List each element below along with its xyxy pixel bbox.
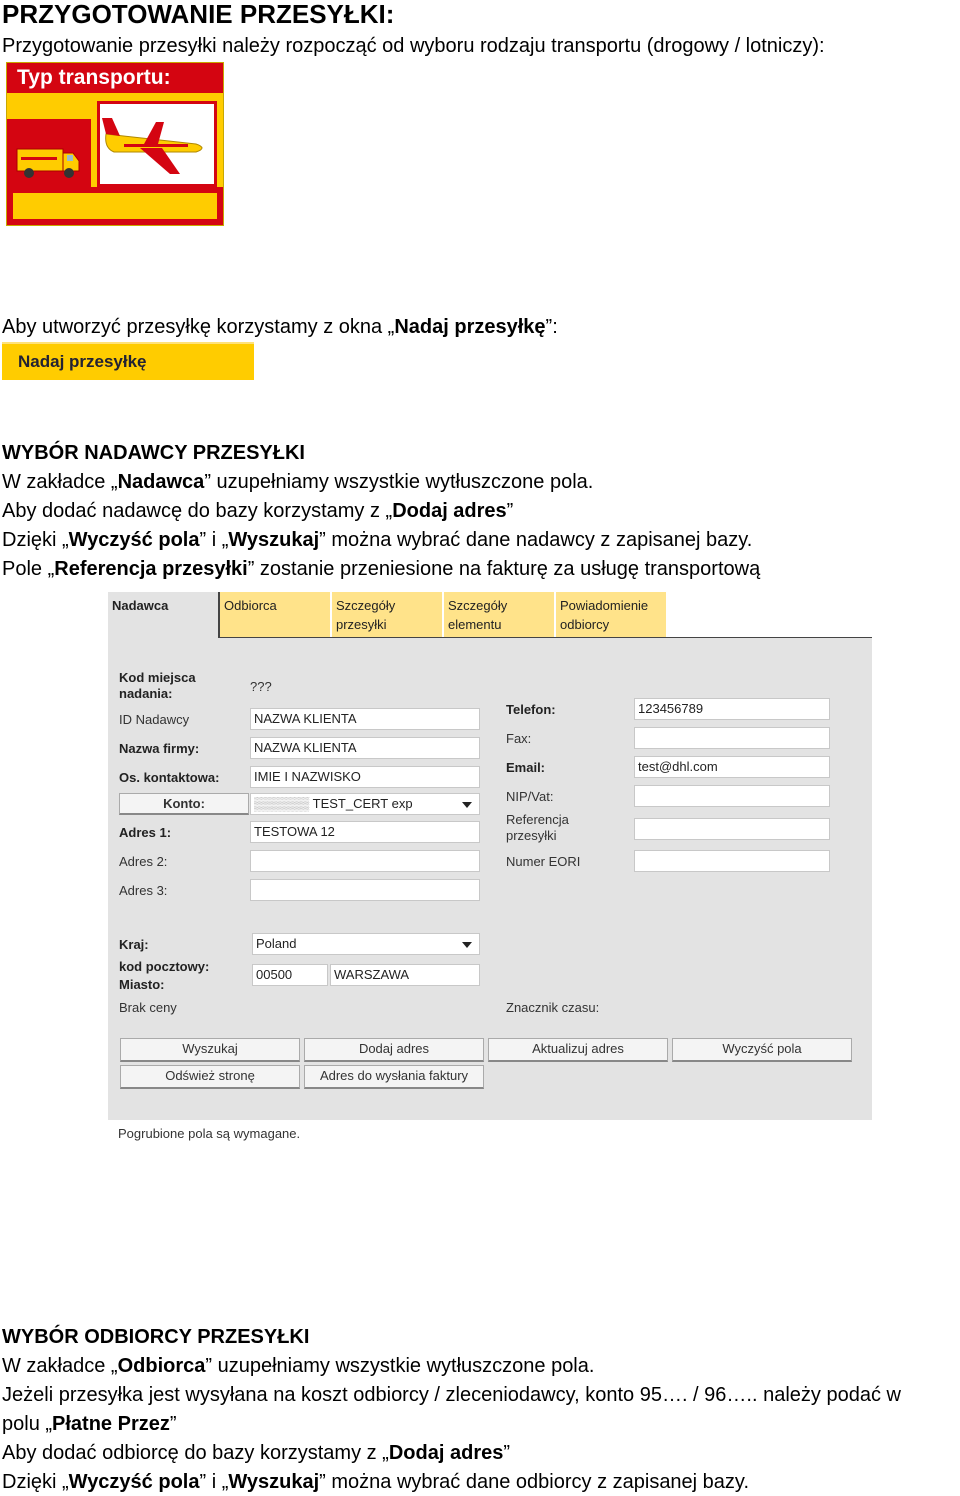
label-miasto: Miasto: bbox=[119, 977, 165, 992]
transport-type-image bbox=[6, 62, 224, 226]
nadaj-przesylke-button[interactable] bbox=[2, 342, 254, 380]
wyczysc-pola-button[interactable]: Wyczyść pola bbox=[672, 1038, 852, 1062]
eori-field[interactable] bbox=[634, 850, 830, 872]
miasto-field[interactable]: WARSZAWA bbox=[330, 964, 480, 986]
tab-divider bbox=[220, 637, 872, 638]
tab-powiadomienie-odbiorcy[interactable]: Powiadomienie odbiorcy bbox=[556, 592, 666, 638]
label-id-nadawcy: ID Nadawcy bbox=[119, 712, 190, 727]
adres2-field[interactable] bbox=[250, 850, 480, 872]
label-os-kontaktowa: Os. kontaktowa: bbox=[119, 770, 220, 785]
intro-text: Przygotowanie przesyłki należy rozpocząć od wyboru rodzaju transportu (drogowy / lotniczy): bbox=[2, 35, 825, 57]
referencja-field[interactable] bbox=[634, 818, 830, 840]
aktualizuj-adres-button[interactable]: Aktualizuj adres bbox=[488, 1038, 668, 1062]
label-fax: Fax: bbox=[506, 731, 532, 746]
label-adres1: Adres 1: bbox=[119, 825, 172, 840]
tab-odbiorca[interactable]: Odbiorca bbox=[220, 592, 330, 638]
wyszukaj-button[interactable]: Wyszukaj bbox=[120, 1038, 300, 1062]
id-nadawcy-field[interactable]: NAZWA KLIENTA bbox=[250, 708, 480, 730]
os-kontaktowa-field[interactable]: IMIE I NAZWISKO bbox=[250, 766, 480, 788]
adres1-field[interactable]: TESTOWA 12 bbox=[250, 821, 480, 843]
kod-pocztowy-field[interactable]: 00500 bbox=[252, 964, 328, 986]
konto-button[interactable]: Konto: bbox=[119, 793, 249, 815]
tab-szczegoly-elementu[interactable]: Szczegóły elementu bbox=[444, 592, 554, 638]
label-telefon: Telefon: bbox=[506, 702, 556, 717]
air-transport-option[interactable] bbox=[97, 101, 217, 187]
recipient-line-2: Jeżeli przesyłka jest wysyłana na koszt odbiorcy / zleceniodawcy, konto 95…. / 96….. należy podać w bbox=[2, 1384, 901, 1406]
value-kod-miejsca: ??? bbox=[250, 679, 272, 694]
recipient-section-heading: WYBÓR ODBIORCY PRZESYŁKI bbox=[2, 1326, 310, 1348]
recipient-line-5: Dzięki „Wyczyść pola” i „Wyszukaj” można wybrać dane odbiorcy z zapisanej bazy. bbox=[2, 1471, 749, 1493]
transport-type-header: Typ transportu: bbox=[7, 63, 223, 93]
recipient-line-1: W zakładce „Odbiorca” uzupełniamy wszystkie wytłuszczone pola. bbox=[2, 1355, 595, 1377]
sender-line-2: Aby dodać nadawcę do bazy korzystamy z „Dodaj adres” bbox=[2, 500, 514, 522]
label-adres2: Adres 2: bbox=[119, 854, 168, 869]
label-nip: NIP/Vat: bbox=[506, 789, 554, 804]
label-email: Email: bbox=[506, 760, 546, 775]
adres-faktury-button[interactable]: Adres do wysłania faktury bbox=[304, 1065, 484, 1089]
tab-nadawca[interactable]: Nadawca bbox=[108, 592, 220, 638]
konto-select[interactable]: ▒▒▒▒▒▒ TEST_CERT exp bbox=[250, 793, 480, 815]
label-kraj: Kraj: bbox=[119, 937, 149, 952]
sender-line-3: Dzięki „Wyczyść pola” i „Wyszukaj” można wybrać dane nadawcy z zapisanej bazy. bbox=[2, 529, 753, 551]
email-field[interactable]: test@dhl.com bbox=[634, 756, 830, 778]
telefon-field[interactable]: 123456789 bbox=[634, 698, 830, 720]
recipient-line-3: polu „Płatne Przez” bbox=[2, 1413, 177, 1435]
label-znacznik-czasu: Znacznik czasu: bbox=[506, 1000, 600, 1015]
label-nazwa-firmy: Nazwa firmy: bbox=[119, 741, 200, 756]
label-adres3: Adres 3: bbox=[119, 883, 168, 898]
label-kod-miejsca: Kod miejsca nadania: bbox=[119, 670, 196, 701]
adres3-field[interactable] bbox=[250, 879, 480, 901]
nadaj-instruction: Aby utworzyć przesyłkę korzystamy z okna „Nadaj przesyłkę”: bbox=[2, 316, 558, 338]
kraj-select[interactable]: Poland bbox=[252, 933, 480, 955]
sender-line-1: W zakładce „Nadawca” uzupełniamy wszystkie wytłuszczone pola. bbox=[2, 471, 594, 493]
tab-szczegoly-przesylki[interactable]: Szczegóły przesyłki bbox=[332, 592, 442, 638]
airplane-icon bbox=[100, 104, 214, 184]
fax-field[interactable] bbox=[634, 727, 830, 749]
form-tabs bbox=[108, 592, 872, 638]
nazwa-firmy-field[interactable]: NAZWA KLIENTA bbox=[250, 737, 480, 759]
recipient-line-4: Aby dodać odbiorcę do bazy korzystamy z „Dodaj adres” bbox=[2, 1442, 511, 1464]
dodaj-adres-button[interactable]: Dodaj adres bbox=[304, 1038, 484, 1062]
odswiez-strone-button[interactable]: Odśwież stronę bbox=[120, 1065, 300, 1089]
label-brak-ceny: Brak ceny bbox=[119, 1000, 177, 1015]
sender-section-heading: WYBÓR NADAWCY PRZESYŁKI bbox=[2, 442, 305, 464]
van-icon bbox=[7, 119, 91, 195]
required-fields-note: Pogrubione pola są wymagane. bbox=[118, 1126, 301, 1141]
label-numer-eori: Numer EORI bbox=[506, 854, 581, 869]
sender-line-4: Pole „Referencja przesyłki” zostanie przeniesione na fakturę za usługę transportową bbox=[2, 558, 761, 580]
label-kod-pocztowy: kod pocztowy: bbox=[119, 959, 210, 974]
label-referencja: Referencja przesyłki bbox=[506, 812, 569, 843]
road-transport-option[interactable] bbox=[7, 119, 91, 195]
page-title: PRZYGOTOWANIE PRZESYŁKI: bbox=[2, 0, 395, 29]
sender-form bbox=[108, 592, 872, 1120]
nadaj-przesylke-label: Nadaj przesyłkę bbox=[18, 352, 147, 371]
nip-field[interactable] bbox=[634, 785, 830, 807]
